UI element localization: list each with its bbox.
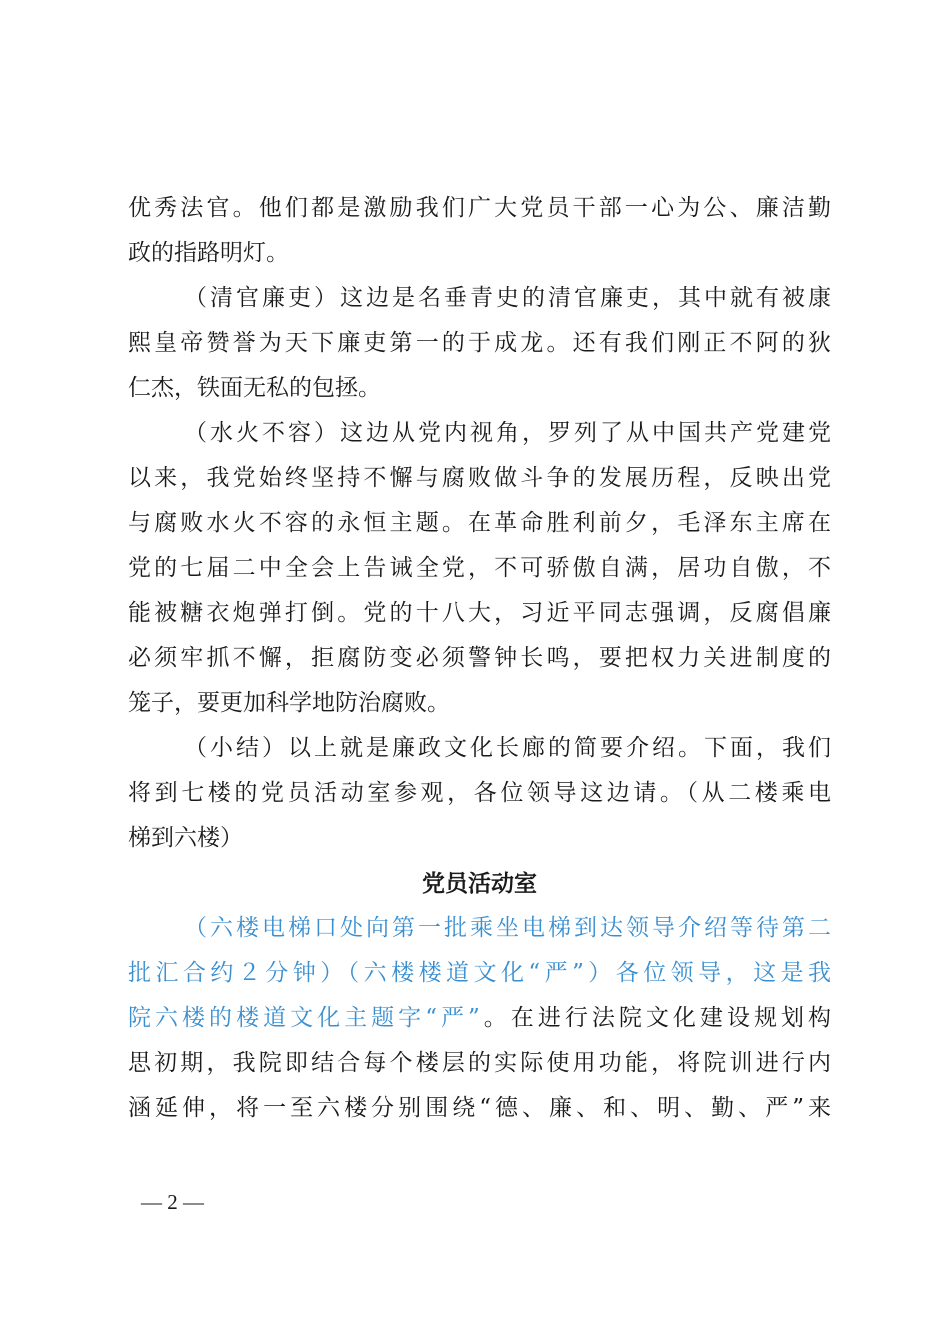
paragraph-line: 优秀法官。他们都是激励我们广大党员干部一心为公、廉洁勤 <box>128 195 831 221</box>
paragraph-line: 政的指路明灯。 <box>128 240 289 266</box>
page-number: — 2 — <box>141 1190 204 1214</box>
paragraph-line: 以来，我党始终坚持不懈与腐败做斗争的发展历程，反映出党 <box>128 465 831 491</box>
paragraph-line: 必须牢抓不懈，拒腐防变必须警钟长鸣，要把权力关进制度的 <box>128 645 831 671</box>
paragraph-line: （小结）以上就是廉政文化长廊的简要介绍。下面，我们 <box>184 735 831 761</box>
paragraph-line: （清官廉吏）这边是名垂青史的清官廉吏，其中就有被康 <box>184 285 831 311</box>
stage-direction-line: （六楼电梯口处向第一批乘坐电梯到达领导介绍等待第二 <box>184 915 831 941</box>
paragraph-line: （水火不容）这边从党内视角，罗列了从中国共产党建党 <box>184 420 831 446</box>
paragraph-line: 熙皇帝赞誉为天下廉吏第一的于成龙。还有我们刚正不阿的狄 <box>128 330 831 356</box>
paragraph-text: 。在进行法院文化建设规划构 <box>479 1005 831 1031</box>
paragraph-line: 涵延伸，将一至六楼分别围绕“德、廉、和、明、勤、严”来 <box>128 1095 831 1121</box>
paragraph-line: 将到七楼的党员活动室参观，各位领导这边请。（从二楼乘电 <box>128 780 831 806</box>
stage-direction-text: 院六楼的楼道文化主题字“严” <box>128 1005 480 1031</box>
paragraph-line: 仁杰，铁面无私的包拯。 <box>128 375 381 401</box>
paragraph-line: 笼子，要更加科学地防治腐败。 <box>128 690 450 716</box>
paragraph-line: 梯到六楼） <box>128 825 243 851</box>
document-body <box>128 186 831 1131</box>
paragraph-line: 与腐败水火不容的永恒主题。在革命胜利前夕，毛泽东主席在 <box>128 510 831 536</box>
paragraph-line <box>128 996 831 1041</box>
paragraph-line: 党的七届二中全会上告诫全党，不可骄傲自满，居功自傲，不 <box>128 555 831 581</box>
section-heading: 党员活动室 <box>422 870 537 897</box>
stage-direction-line: 批汇合约２分钟）（六楼楼道文化“严”）各位领导，这是我 <box>128 960 831 986</box>
paragraph-line: 能被糖衣炮弹打倒。党的十八大，习近平同志强调，反腐倡廉 <box>128 600 831 626</box>
paragraph-line: 思初期，我院即结合每个楼层的实际使用功能，将院训进行内 <box>128 1050 831 1076</box>
